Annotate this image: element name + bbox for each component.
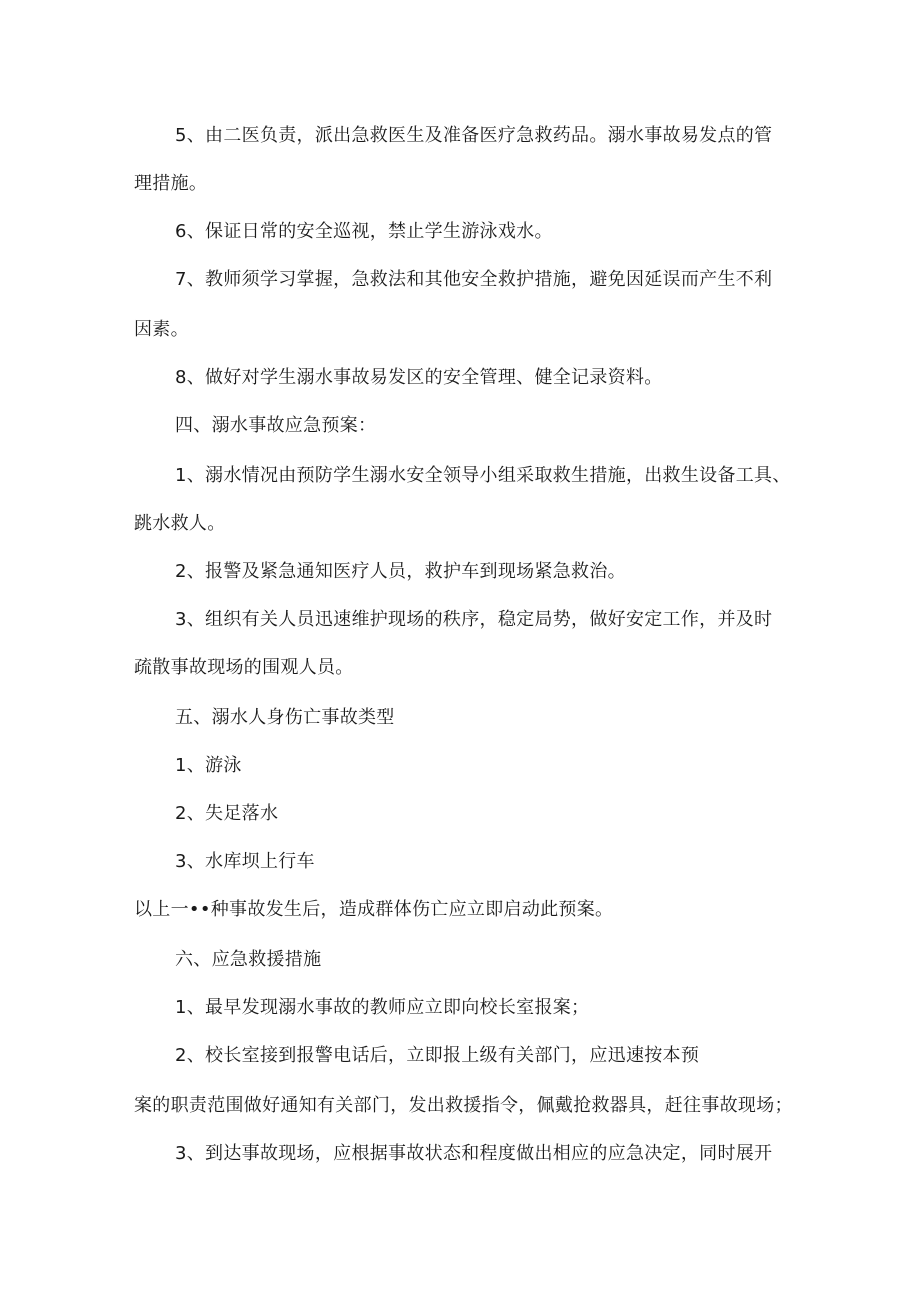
list-item: 3、水库坝上行车 bbox=[175, 851, 315, 872]
paragraph-line: 2、报警及紧急通知医疗人员，救护车到现场紧急救治。 bbox=[175, 561, 626, 582]
paragraph-line: 以上一••种事故发生后，造成群体伤亡应立即启动此预案。 bbox=[134, 899, 614, 920]
paragraph-line: 1、最早发现溺水事故的教师应立即向校长室报案； bbox=[175, 997, 590, 1018]
list-item: 2、失足落水 bbox=[175, 803, 279, 824]
paragraph-line: 7、教师须学习掌握，急救法和其他安全救护措施，避免因延误而产生不利 bbox=[175, 269, 773, 290]
paragraph-line: 6、保证日常的安全巡视，禁止学生游泳戏水。 bbox=[175, 221, 553, 242]
list-item: 1、游泳 bbox=[175, 755, 242, 776]
paragraph-line: 3、组织有关人员迅速维护现场的秩序，稳定局势，做好安定工作，并及时 bbox=[175, 609, 773, 630]
section-heading: 四、溺水事故应急预案： bbox=[175, 415, 377, 436]
section-heading: 五、溺水人身伤亡事故类型 bbox=[175, 707, 395, 728]
paragraph-line: 理措施。 bbox=[134, 173, 208, 194]
paragraph-line: 5、由二医负责，派出急救医生及准备医疗急救药品。溺水事故易发点的管 bbox=[175, 125, 773, 146]
paragraph-line: 跳水救人。 bbox=[134, 513, 226, 534]
paragraph-line: 案的职责范围做好通知有关部门，发出救援指令，佩戴抢救器具，赶往事故现场； bbox=[134, 1095, 793, 1116]
paragraph-line: 8、做好对学生溺水事故易发区的安全管理、健全记录资料。 bbox=[175, 367, 663, 388]
paragraph-line: 3、到达事故现场，应根据事故状态和程度做出相应的应急决定，同时展开 bbox=[175, 1143, 773, 1164]
section-heading: 六、应急救援措施 bbox=[175, 949, 322, 970]
paragraph-line: 1、溺水情况由预防学生溺水安全领导小组采取救生措施，出救生设备工具、 bbox=[175, 465, 791, 486]
paragraph-line: 2、校长室接到报警电话后，立即报上级有关部门，应迅速按本预 bbox=[175, 1045, 700, 1066]
paragraph-line: 因素。 bbox=[134, 319, 189, 340]
paragraph-line: 疏散事故现场的围观人员。 bbox=[134, 657, 354, 678]
